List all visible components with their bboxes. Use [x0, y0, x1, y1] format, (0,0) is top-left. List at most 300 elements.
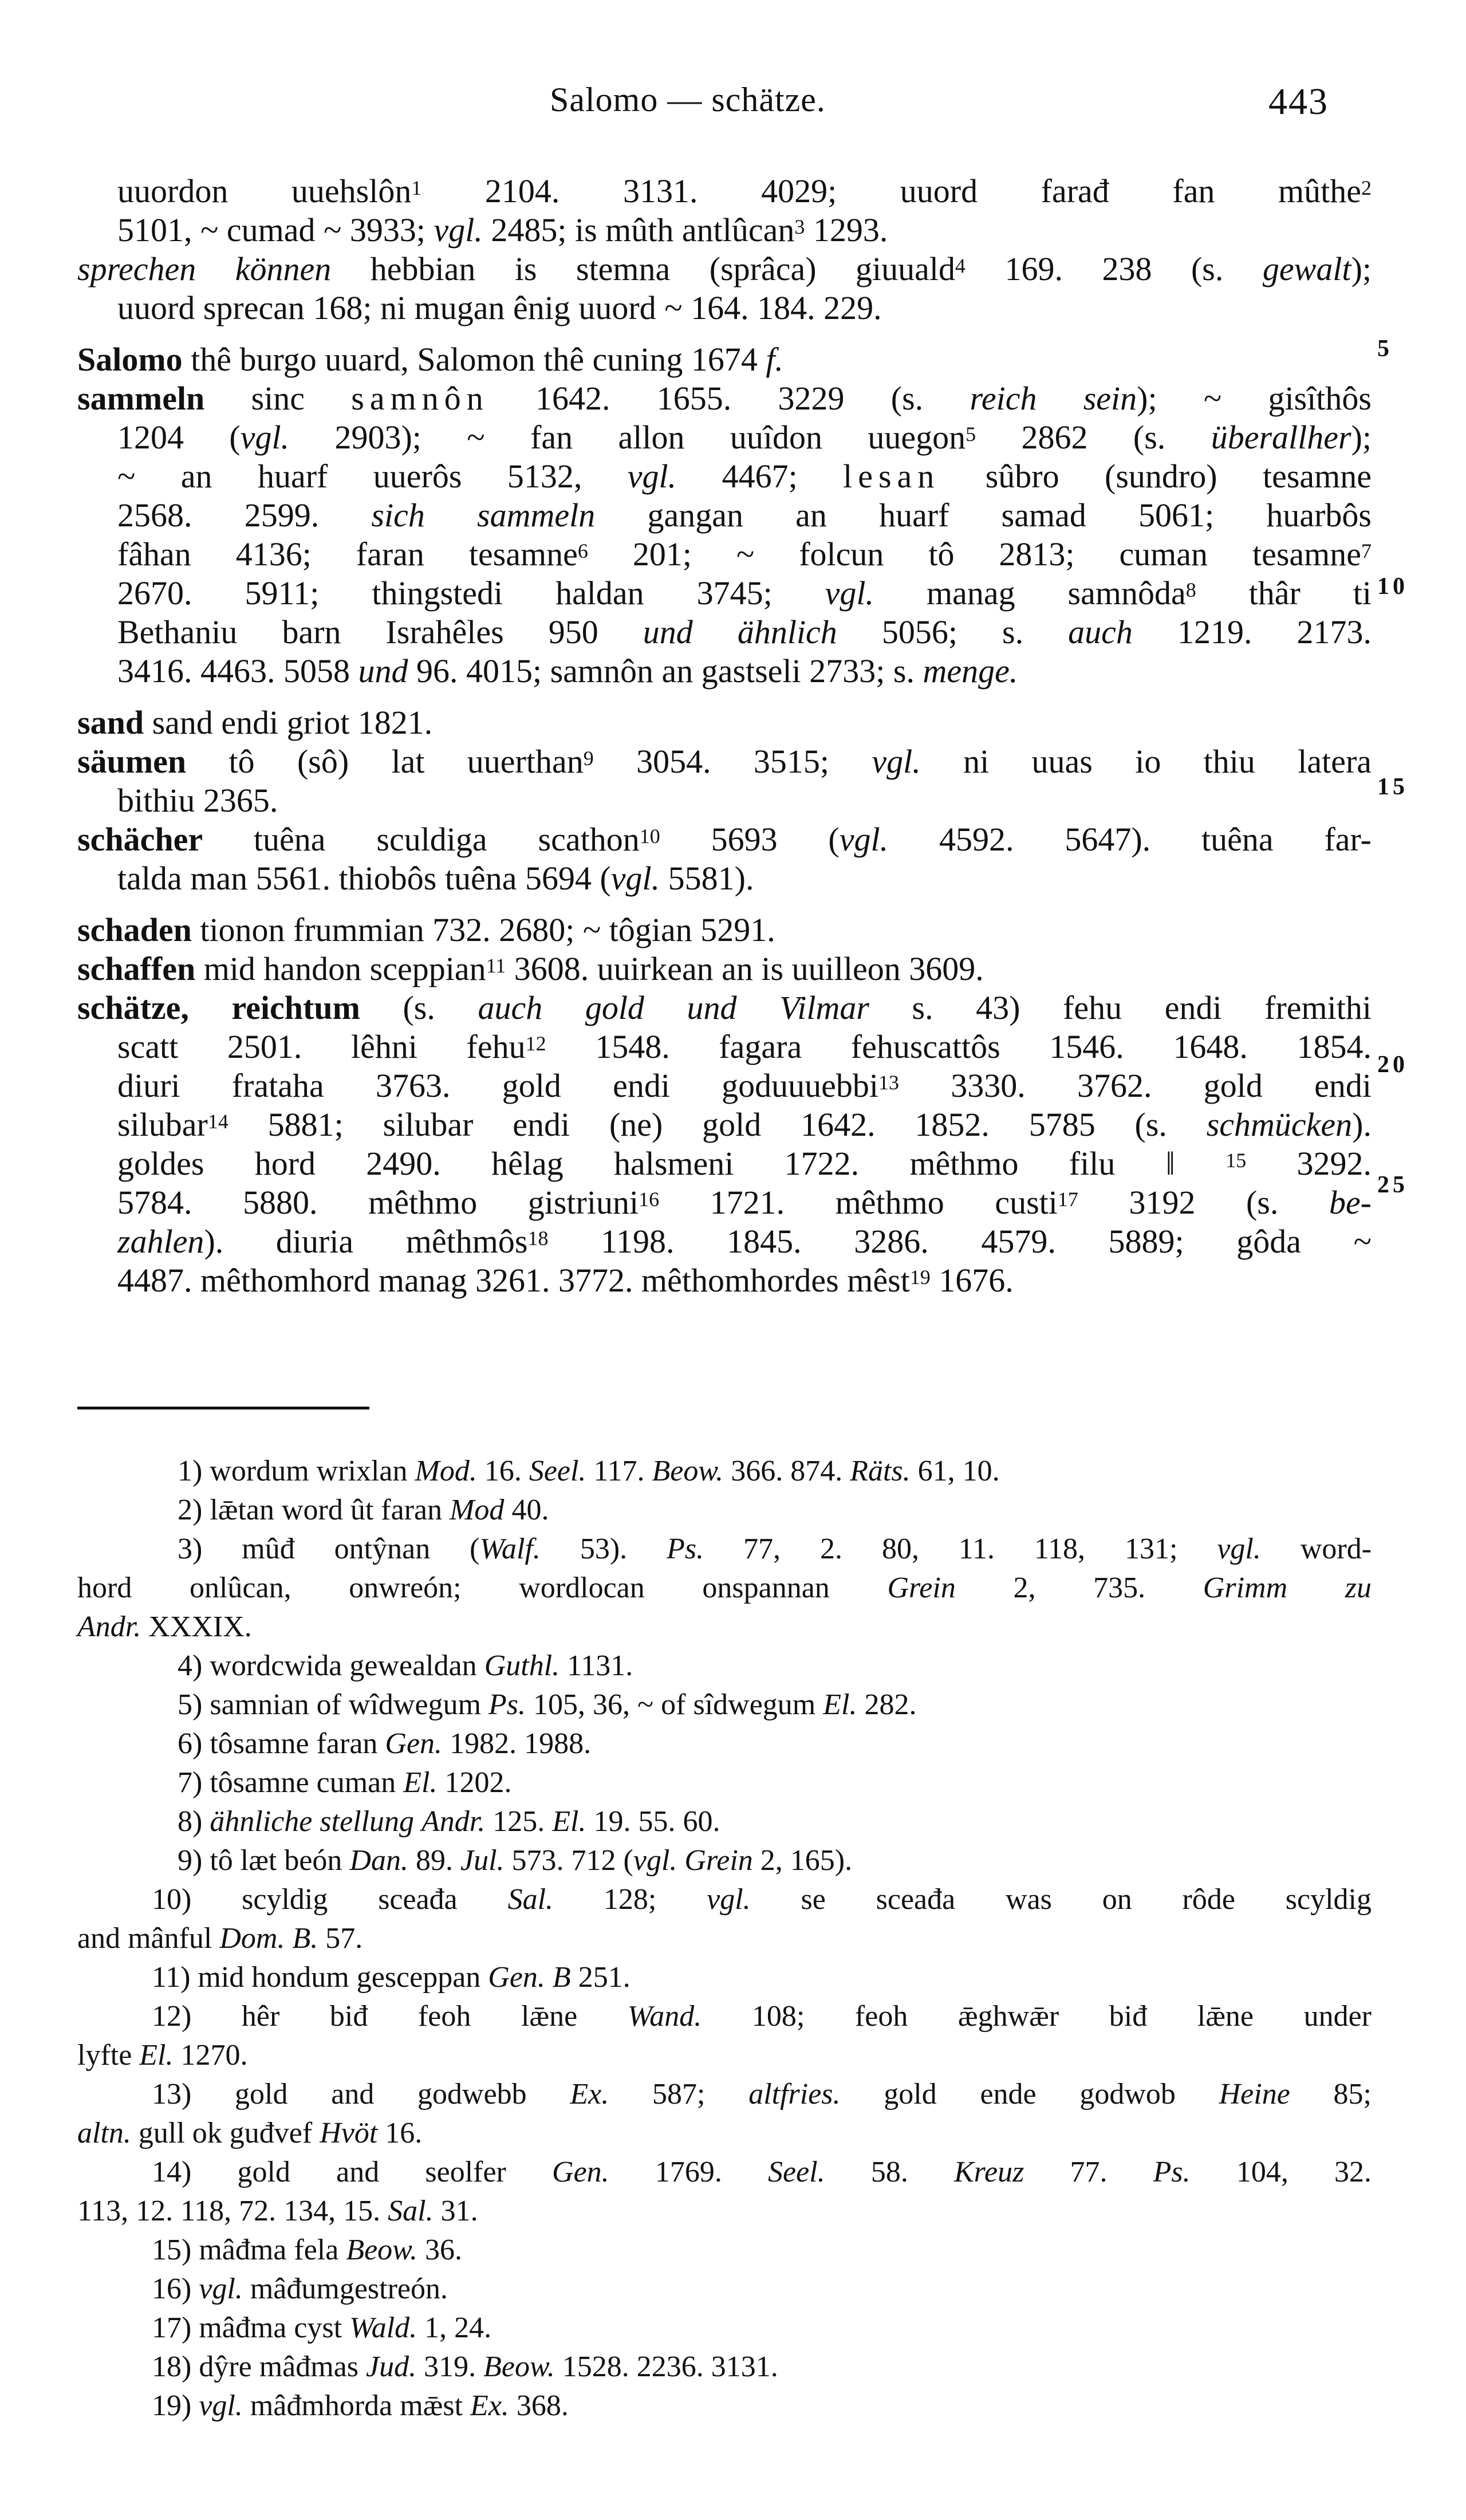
- text-run: 77.: [1024, 2156, 1153, 2188]
- entry-schaffen: [77, 950, 1372, 989]
- italic-run: Ps.: [488, 1688, 526, 1721]
- text-run: scyldig sceađa: [191, 1883, 508, 1916]
- italic-run: Gen. B: [488, 1961, 571, 1994]
- footnote-12-continuation: [77, 2036, 1372, 2075]
- entry-schaecher: [77, 820, 1372, 898]
- lemma-headword: schächer: [77, 821, 203, 858]
- text-run: gangan an huarf samad 5061; huarbôs: [595, 497, 1372, 534]
- italic-run: Wald.: [349, 2312, 417, 2344]
- text-run: 2670. 5911; thingstedi haldan 3745;: [117, 574, 825, 612]
- footnote-number: 14): [152, 2156, 192, 2188]
- text-run: 1528. 2236. 3131.: [554, 2350, 778, 2383]
- text-run: dŷre mâđmas: [191, 2350, 366, 2383]
- text-line: [77, 1183, 1372, 1222]
- text-run: 61, 10.: [910, 1455, 1000, 1487]
- text-run: 5056; s.: [837, 613, 1069, 651]
- footnote-number: 18): [152, 2350, 192, 2383]
- text-line: [77, 781, 1372, 820]
- tilde-repeat-icon: ~: [200, 211, 219, 249]
- lemma-headword: schaffen: [77, 950, 196, 987]
- text-run: tô læt beón: [202, 1844, 350, 1877]
- text-run: gold ende godwob: [840, 2078, 1219, 2110]
- text-run: s. 43) fehu endi fremithi: [869, 989, 1372, 1026]
- footnote-3: [77, 1530, 1372, 1569]
- text-run: tôgian 5291.: [601, 911, 775, 948]
- footnote-ref[interactable]: 17: [1057, 1188, 1078, 1211]
- text-run: bithiu 2365.: [117, 782, 278, 819]
- text-run: );: [1351, 419, 1372, 456]
- italic-run: Andr.: [421, 1805, 486, 1838]
- text-run: mâđma fela: [191, 2234, 346, 2266]
- footnote-number: 4): [178, 1649, 203, 1682]
- text-run: tionon frummian 732. 2680;: [191, 911, 583, 948]
- text-line: [77, 340, 1372, 379]
- lemma-headword: säumen: [77, 743, 187, 780]
- text-line: [77, 703, 1372, 742]
- text-line: [77, 1144, 1372, 1183]
- text-run: 108; feoh ǣghwǣr biđ lǣne under: [702, 2000, 1372, 2033]
- text-run: wordcwida gewealdan: [202, 1649, 484, 1682]
- text-run: 77, 2. 80, 11. 118, 131;: [704, 1533, 1217, 1565]
- footnote-18: [77, 2348, 1372, 2387]
- text-run: 4487. mêthomhord manag 3261. 3772. mêthomhordes mêst: [117, 1262, 910, 1299]
- footnote-number: 10): [152, 1883, 192, 1916]
- footnote-ref[interactable]: 10: [639, 825, 660, 848]
- lemma-headword: schaden: [77, 911, 192, 948]
- italic-run: Dom. B.: [219, 1922, 318, 1955]
- text-run: [202, 1805, 210, 1838]
- text-run: hêr biđ feoh lǣne: [191, 2000, 628, 2033]
- footnote-8: [77, 1802, 1372, 1841]
- entry-schaetze-reichtum: [77, 989, 1372, 1300]
- italic-run: Hvöt: [320, 2117, 378, 2149]
- text-run: ni uuas io thiu latera: [920, 743, 1372, 780]
- text-run: 1, 24.: [417, 2312, 492, 2344]
- footnote-ref[interactable]: 7: [1361, 540, 1372, 562]
- text-run: 3192 (s.: [1078, 1184, 1329, 1221]
- running-head: [0, 80, 1466, 123]
- text-line: [77, 742, 1372, 781]
- footnotes-section: [77, 1452, 1372, 2426]
- text-run: 105, 36, ~ of sîdwegum: [526, 1688, 823, 1721]
- text-run: sand endi griot 1821.: [144, 704, 433, 741]
- text-run: diuri frataha 3763. gold endi goduuuebbi: [117, 1067, 879, 1104]
- footnote-number: 1): [178, 1455, 203, 1487]
- text-run: 3416. 4463. 5058: [117, 652, 358, 690]
- text-line: [77, 496, 1372, 535]
- footnote-ref[interactable]: 18: [527, 1227, 549, 1250]
- text-run: samnian of wîdwegum: [202, 1688, 489, 1721]
- text-run: word-: [1260, 1533, 1372, 1565]
- text-run: uuordon uuehslôn: [117, 172, 412, 210]
- text-run: 1548. fagara fehuscattôs 1546. 1648. 1854.: [546, 1028, 1372, 1065]
- footnote-number: 11): [152, 1961, 191, 1994]
- italic-run: Ps.: [667, 1533, 704, 1565]
- footnote-19: [77, 2387, 1372, 2426]
- text-run: 3292.: [1246, 1145, 1372, 1182]
- footnote-13: [77, 2075, 1372, 2114]
- footnote-number: 15): [152, 2234, 192, 2266]
- text-run: gisîthôs: [1221, 380, 1372, 417]
- italic-run: Beow.: [483, 2350, 555, 2383]
- text-run: an huarf uuerôs 5132,: [135, 458, 628, 495]
- text-run: wordum wrixlan: [202, 1455, 415, 1487]
- margin-line-number-10: 10: [1377, 573, 1408, 600]
- italic-run: vgl.: [434, 211, 483, 249]
- text-run: 125.: [485, 1805, 553, 1838]
- text-run: fan allon uuîdon uuegon: [484, 419, 966, 456]
- text-run: 58.: [825, 2156, 954, 2188]
- italic-run: reich sein: [970, 380, 1137, 417]
- page-number: 443: [1268, 81, 1329, 123]
- footnote-number: 12): [152, 2000, 192, 2033]
- text-run: 1676.: [930, 1262, 1014, 1299]
- footnote-10-continuation: [77, 1919, 1372, 1958]
- footnote-number: 19): [152, 2389, 192, 2422]
- text-run: 587;: [609, 2078, 749, 2110]
- text-run: and mânful: [77, 1922, 220, 1955]
- text-run: hebbian is stemna (sprâca) giuuald: [331, 250, 955, 288]
- italic-run: überallher: [1211, 419, 1351, 456]
- italic-run: Ex.: [570, 2078, 609, 2110]
- footnote-number: 17): [152, 2312, 192, 2344]
- text-run: 164. 184. 229.: [682, 289, 882, 326]
- italic-run: auch gold und Vilmar: [478, 989, 869, 1026]
- text-run: ). diuria mêthmôs: [204, 1223, 528, 1260]
- footnote-ref[interactable]: 13: [878, 1071, 900, 1094]
- text-line: [77, 211, 1372, 250]
- lemma-headword: sand: [77, 704, 144, 741]
- italic-run: Sal.: [388, 2195, 434, 2227]
- main-text: [77, 172, 1372, 1300]
- tilde-repeat-icon: ~: [1353, 1223, 1372, 1260]
- footnote-number: 8): [178, 1805, 203, 1838]
- footnote-7: [77, 1763, 1372, 1802]
- text-run: 251.: [570, 1961, 630, 1994]
- footnote-ref[interactable]: 14: [207, 1110, 228, 1133]
- italic-run: El.: [552, 1805, 586, 1838]
- footnote-number: 3): [178, 1533, 203, 1565]
- text-run: 5101,: [117, 211, 200, 249]
- italic-run: auch: [1068, 613, 1133, 651]
- footnote-3-continuation: [77, 1569, 1372, 1608]
- footnote-ref[interactable]: 8: [1185, 578, 1196, 601]
- footnote-number: 7): [178, 1766, 203, 1799]
- italic-run: und: [358, 652, 408, 690]
- text-line: [77, 172, 1372, 211]
- italic-run: be-: [1329, 1184, 1372, 1221]
- italic-run: Jul.: [460, 1844, 505, 1877]
- text-line: [77, 1027, 1372, 1066]
- italic-run: Wand.: [627, 2000, 702, 2033]
- text-run: 366. 874.: [723, 1455, 850, 1487]
- entry-saeumen: [77, 742, 1372, 820]
- text-run: 1198. 1845. 3286. 4579. 5889; gôda: [548, 1223, 1354, 1260]
- tilde-repeat-icon: ~: [736, 536, 755, 573]
- italic-run: El.: [403, 1766, 438, 1799]
- text-line: [77, 418, 1372, 457]
- footnote-number: 6): [178, 1727, 203, 1760]
- text-run: sûbro (sundro) tesamne: [940, 458, 1372, 495]
- footnote-ref[interactable]: 1: [411, 176, 422, 199]
- text-line: [77, 535, 1372, 574]
- text-run: lyfte: [77, 2039, 140, 2072]
- italic-run: vgl.: [707, 1883, 751, 1916]
- text-run: mûđ ontŷnan (: [202, 1533, 480, 1565]
- text-run: 1293.: [805, 211, 888, 249]
- italic-run: vgl.: [240, 419, 290, 456]
- text-run: 1270.: [173, 2039, 248, 2072]
- text-line: [77, 1261, 1372, 1300]
- italic-run: Ex.: [470, 2389, 509, 2422]
- footnote-6: [77, 1724, 1372, 1763]
- entry-sand: [77, 703, 1372, 742]
- text-line: [77, 911, 1372, 950]
- text-run: cumad: [218, 211, 324, 249]
- italic-run: vgl.: [872, 743, 921, 780]
- text-line: [77, 950, 1372, 989]
- text-run: 16.: [377, 2117, 423, 2149]
- text-run: gold and godwebb: [191, 2078, 570, 2110]
- text-run: 1204 (: [117, 419, 241, 456]
- text-run: goldes hord 2490. hêlag halsmeni 1722. mêthmo filu ‖: [117, 1145, 1226, 1182]
- italic-run: Grein: [887, 1572, 956, 1604]
- footnote-ref[interactable]: 3: [794, 215, 805, 238]
- entry-continuation-sprechen: [77, 172, 1372, 328]
- text-run: lǣtan word ût faran: [202, 1494, 450, 1526]
- text-run: 319.: [416, 2350, 484, 2383]
- text-run: 573. 712 (: [504, 1844, 633, 1877]
- text-run: 4467;: [676, 458, 844, 495]
- footnote-ref[interactable]: 12: [525, 1032, 546, 1055]
- margin-line-number-15: 15: [1377, 774, 1408, 800]
- footnote-separator-rule: [77, 1407, 369, 1409]
- footnote-9: [77, 1841, 1372, 1880]
- text-line: [77, 859, 1372, 898]
- footnote-ref[interactable]: 19: [909, 1266, 931, 1289]
- footnote-1: [77, 1452, 1372, 1491]
- tilde-repeat-icon: ~: [1203, 380, 1222, 417]
- text-run: gull ok guđvef: [131, 2117, 320, 2149]
- text-line: [77, 820, 1372, 859]
- footnote-4: [77, 1647, 1372, 1686]
- text-run: 2, 735.: [955, 1572, 1203, 1604]
- italic-run: vgl.: [199, 2389, 243, 2422]
- italic-run: vgl.: [627, 458, 677, 495]
- italic-run: Räts.: [850, 1455, 911, 1487]
- text-run: mid handon sceppian: [195, 950, 486, 987]
- italic-run: vgl.: [610, 860, 660, 897]
- text-run: 19. 55. 60.: [586, 1805, 720, 1838]
- text-run: thê burgo uuard, Salomon thê cuning 1674: [182, 341, 766, 378]
- text-run: tôsamne faran: [202, 1727, 385, 1760]
- text-run: [191, 2389, 199, 2422]
- text-run: 3608. uuirkean an is uuilleon 3609.: [506, 950, 984, 987]
- text-run: 1219. 2173.: [1132, 613, 1372, 651]
- text-run: 1721. mêthmo custi: [659, 1184, 1058, 1221]
- lemma-headword: schätze, reichtum: [77, 989, 360, 1026]
- text-run: thâr ti: [1196, 574, 1372, 612]
- tilde-repeat-icon: ~: [324, 211, 342, 249]
- italic-run: vgl.: [1217, 1533, 1261, 1565]
- text-run: 57.: [318, 1922, 363, 1955]
- footnote-14: [77, 2153, 1372, 2192]
- italic-run: Seel.: [768, 2156, 825, 2188]
- text-run: mid hondum gesceppan: [190, 1961, 488, 1994]
- text-run: 40.: [504, 1494, 549, 1526]
- text-run: 169. 238 (s.: [965, 250, 1263, 288]
- text-run: gold and seolfer: [191, 2156, 553, 2188]
- italic-run: vgl.: [825, 574, 874, 612]
- italic-run: Walf.: [479, 1533, 541, 1565]
- footnote-ref[interactable]: 9: [583, 747, 594, 770]
- margin-line-number-5: 5: [1377, 336, 1393, 362]
- text-run: mâđumgestreón.: [242, 2273, 448, 2305]
- spaced-run: samnôn: [351, 380, 489, 417]
- text-run: manag samnôda: [874, 574, 1186, 612]
- text-run: (s.: [360, 989, 478, 1026]
- text-run: scatt 2501. lêhni fehu: [117, 1028, 526, 1065]
- tilde-repeat-icon: ~: [582, 911, 601, 948]
- text-run: );: [1351, 250, 1372, 288]
- italic-run: ähnliche stellung: [210, 1805, 415, 1838]
- text-line: [77, 1066, 1372, 1105]
- text-run: 5881; silubar endi (ne) gold 1642. 1852. 5785 (s.: [228, 1106, 1207, 1143]
- entry-salomo: [77, 340, 1372, 379]
- entry-schaden: [77, 911, 1372, 950]
- italic-run: altfries.: [748, 2078, 841, 2110]
- footnote-3-continuation-2: [77, 1608, 1372, 1647]
- footnote-11: [77, 1958, 1372, 1997]
- footnote-number: 2): [178, 1494, 203, 1526]
- margin-line-number-20: 20: [1377, 1052, 1408, 1078]
- italic-run: Dan.: [349, 1844, 408, 1877]
- italic-run: vgl.: [199, 2273, 243, 2305]
- italic-run: menge.: [923, 652, 1018, 690]
- text-run: 96. 4015; samnôn an gastseli 2733; s.: [408, 652, 923, 690]
- text-run: 53).: [540, 1533, 667, 1565]
- text-run: 2862 (s.: [976, 419, 1211, 456]
- text-run: talda man 5561. thiobôs tuêna 5694 (: [117, 860, 611, 897]
- entry-sammeln: [77, 379, 1372, 691]
- text-run: ).: [1352, 1106, 1372, 1143]
- italic-run: Kreuz: [954, 2156, 1024, 2188]
- text-run: 4592. 5647). tuêna far-: [888, 821, 1372, 858]
- text-run: folcun tô 2813; cuman tesamne: [754, 536, 1362, 573]
- italic-run: Sal.: [507, 1883, 554, 1916]
- italic-run: Guthl.: [484, 1649, 560, 1682]
- footnote-ref[interactable]: 15: [1225, 1149, 1247, 1172]
- italic-run: El.: [823, 1688, 857, 1721]
- italic-run: Andr.: [77, 1611, 141, 1643]
- text-run: se sceađa was on rôde scyldig: [750, 1883, 1372, 1916]
- italic-run: Ps.: [1153, 2156, 1191, 2188]
- footnote-number: 5): [178, 1688, 203, 1721]
- footnote-ref[interactable]: 5: [965, 423, 976, 446]
- text-run: mâđmhorda mǣst: [242, 2389, 471, 2422]
- footnote-2: [77, 1491, 1372, 1530]
- text-run: hord onlûcan, onwreón; wordlocan onspannan: [77, 1572, 888, 1604]
- text-line: [77, 250, 1372, 289]
- spaced-run: lesan: [843, 458, 940, 495]
- text-run: tô (sô) lat uuerthan: [186, 743, 584, 780]
- text-run: 1131.: [559, 1649, 633, 1682]
- running-head-title: Salomo — schätze.: [550, 81, 826, 119]
- text-run: );: [1137, 380, 1204, 417]
- footnote-ref[interactable]: 2: [1361, 176, 1372, 199]
- lemma-headword: sammeln: [77, 380, 205, 417]
- footnote-ref[interactable]: 16: [639, 1188, 660, 1211]
- footnote-ref[interactable]: 6: [577, 540, 588, 562]
- text-run: 1769.: [609, 2156, 769, 2188]
- italic-run: vgl.: [839, 821, 889, 858]
- text-run: 5581).: [660, 860, 754, 897]
- tilde-repeat-icon: ~: [117, 458, 136, 495]
- footnote-13-continuation: [77, 2114, 1372, 2153]
- text-run: 85;: [1290, 2078, 1372, 2110]
- text-run: sinc: [204, 380, 352, 417]
- text-run: 1642. 1655. 3229 (s.: [488, 380, 970, 417]
- text-run: 128;: [553, 1883, 707, 1916]
- italic-run: schmücken: [1206, 1106, 1353, 1143]
- footnote-number: 13): [152, 2078, 192, 2110]
- italic-run: Beow.: [346, 2234, 417, 2266]
- footnote-ref[interactable]: 11: [486, 954, 506, 977]
- footnote-10: [77, 1880, 1372, 1919]
- italic-run: Seel.: [529, 1455, 586, 1487]
- text-run: 2903);: [289, 419, 467, 456]
- text-run: 3054. 3515;: [593, 743, 872, 780]
- text-line: [77, 613, 1372, 652]
- italic-run: Mod: [450, 1494, 505, 1526]
- italic-run: Heine: [1219, 2078, 1290, 2110]
- text-run: silubar: [117, 1106, 208, 1143]
- italic-run: El.: [139, 2039, 174, 2072]
- tilde-repeat-icon: ~: [467, 419, 485, 456]
- text-run: 2, 165).: [752, 1844, 853, 1877]
- italic-run: Beow.: [652, 1455, 724, 1487]
- text-line: [77, 457, 1372, 496]
- italic-run: vgl. Grein: [633, 1844, 753, 1877]
- text-run: 36.: [417, 2234, 462, 2266]
- footnote-15: [77, 2231, 1372, 2270]
- tilde-repeat-icon: ~: [664, 289, 683, 326]
- margin-line-number-25: 25: [1377, 1172, 1408, 1198]
- text-line: [77, 652, 1372, 691]
- text-run: 31.: [433, 2195, 478, 2227]
- text-run: fâhan 4136; faran tesamne: [117, 536, 578, 573]
- text-run: uuord sprecan 168; ni mugan ênig uuord: [117, 289, 665, 326]
- italic-run: altn.: [77, 2117, 131, 2149]
- text-run: 282.: [857, 1688, 917, 1721]
- text-line: [77, 1105, 1372, 1144]
- text-run: tuêna sculdiga scathon: [203, 821, 640, 858]
- italic-run: Jud.: [366, 2350, 417, 2383]
- text-run: 5693 (: [660, 821, 840, 858]
- text-line: [77, 1222, 1372, 1261]
- footnote-ref[interactable]: 4: [955, 254, 965, 277]
- footnote-number: 9): [178, 1844, 203, 1877]
- italic-run: Gen.: [552, 2156, 609, 2188]
- text-run: 2485; is mûth antlûcan: [482, 211, 795, 249]
- footnote-17: [77, 2309, 1372, 2348]
- footnote-number: 16): [152, 2273, 192, 2305]
- text-run: [414, 1805, 421, 1838]
- text-run: 5784. 5880. mêthmo gistriuni: [117, 1184, 639, 1221]
- text-run: 89.: [408, 1844, 460, 1877]
- text-run: 104, 32.: [1190, 2156, 1372, 2188]
- italic-run: Gen.: [385, 1727, 443, 1760]
